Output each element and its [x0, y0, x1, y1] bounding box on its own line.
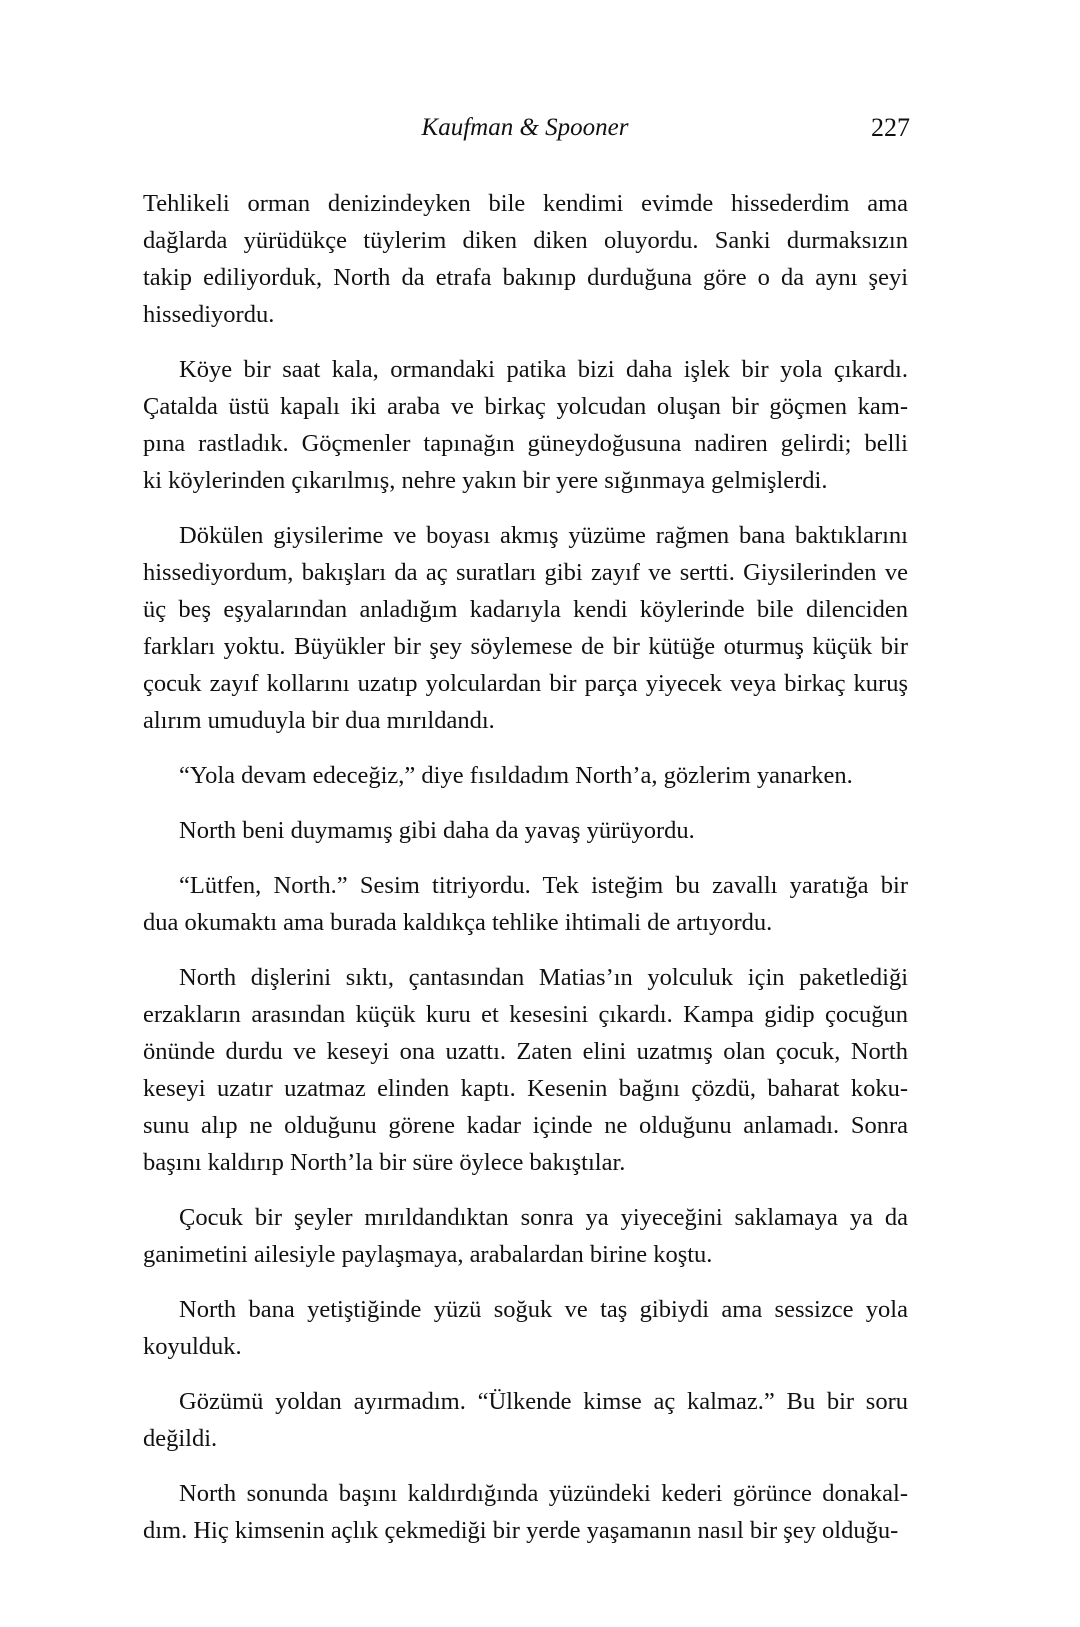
text-line: çocuk zayıf kollarını uzatıp yolculardan bir parça yiyecek veya birkaç kuruş — [143, 670, 908, 697]
text-line: değildi. — [143, 1425, 218, 1452]
text-line: Gözümü yoldan ayırmadım. “Ülkende kimse aç kalmaz.” Bu bir soru — [179, 1388, 908, 1415]
paragraph — [143, 812, 908, 849]
running-head — [140, 113, 910, 153]
page-number: 227 — [871, 113, 910, 142]
paragraph — [143, 959, 908, 1181]
paragraph — [143, 1199, 908, 1273]
paragraph — [143, 185, 908, 333]
text-line: sunu alıp ne olduğunu görene kadar içinde ne olduğunu anlamadı. Sonra — [143, 1112, 908, 1139]
text-line: pına rastladık. Göçmenler tapınağın güneydoğusuna nadiren gelirdi; belli — [143, 430, 908, 457]
text-line: dım. Hiç kimsenin açlık çekmediği bir yerde yaşamanın nasıl bir şey olduğu- — [143, 1517, 899, 1544]
text-line: başını kaldırıp North’la bir süre öylece bakıştılar. — [143, 1149, 626, 1176]
text-line: North dişlerini sıktı, çantasından Matias’ın yolculuk için paketlediği — [179, 964, 908, 991]
text-line: koyulduk. — [143, 1333, 242, 1360]
text-line: ganimetini ailesiyle paylaşmaya, arabalardan birine koştu. — [143, 1241, 713, 1268]
text-line: North sonunda başını kaldırdığında yüzündeki kederi görünce donakal- — [179, 1480, 908, 1507]
paragraph — [143, 1291, 908, 1365]
text-line: keseyi uzatır uzatmaz elinden kaptı. Kesenin bağını çözdü, baharat koku- — [143, 1075, 908, 1102]
text-line: Çatalda üstü kapalı iki araba ve birkaç yolcudan oluşan bir göçmen kam- — [143, 393, 908, 420]
paragraph — [143, 757, 908, 794]
text-line: Tehlikeli orman denizindeyken bile kendimi evimde hissederdim ama — [143, 190, 908, 217]
running-title: Kaufman & Spooner — [421, 114, 629, 141]
text-line: Köye bir saat kala, ormandaki patika bizi daha işlek bir yola çıkardı. — [179, 356, 908, 383]
text-line: Çocuk bir şeyler mırıldandıktan sonra ya yiyeceğini saklamaya ya da — [179, 1204, 908, 1231]
text-line: erzakların arasından küçük kuru et kesesini çıkardı. Kampa gidip çocuğun — [143, 1001, 908, 1028]
text-line: dağlarda yürüdükçe tüylerim diken diken oluyordu. Sanki durmaksızın — [143, 227, 908, 254]
text-line: takip ediliyorduk, North da etrafa bakınıp durduğuna göre o da aynı şeyi — [143, 264, 908, 291]
text-line: “Yola devam edeceğiz,” diye fısıldadım North’a, gözlerim yanarken. — [179, 762, 853, 789]
text-line: hissediyordu. — [143, 301, 275, 328]
text-line: ki köylerinden çıkarılmış, nehre yakın bir yere sığınmaya gelmişlerdi. — [143, 467, 828, 494]
text-line: dua okumaktı ama burada kaldıkça tehlike ihtimali de artıyordu. — [143, 909, 773, 936]
text-line: North beni duymamış gibi daha da yavaş yürüyordu. — [179, 817, 695, 844]
text-line: hissediyordum, bakışları da aç suratları gibi zayıf ve sertti. Giysilerinden ve — [143, 559, 908, 586]
text-line: üç beş eşyalarından anladığım kadarıyla kendi köylerinde bile dilenciden — [143, 596, 908, 623]
text-line: North bana yetiştiğinde yüzü soğuk ve taş gibiydi ama sessizce yola — [179, 1296, 908, 1323]
body-text — [143, 185, 908, 1567]
text-line: alırım umuduyla bir dua mırıldandı. — [143, 707, 495, 734]
paragraph — [143, 517, 908, 739]
text-line: Dökülen giysilerime ve boyası akmış yüzüme rağmen bana baktıklarını — [179, 522, 908, 549]
text-line: farkları yoktu. Büyükler bir şey söylemese de bir kütüğe oturmuş küçük bir — [143, 633, 908, 660]
paragraph — [143, 1475, 908, 1549]
paragraph — [143, 1383, 908, 1457]
paragraph — [143, 351, 908, 499]
text-line: önünde durdu ve keseyi ona uzattı. Zaten elini uzatmış olan çocuk, North — [143, 1038, 908, 1065]
text-line: “Lütfen, North.” Sesim titriyordu. Tek isteğim bu zavallı yaratığa bir — [179, 872, 908, 899]
paragraph — [143, 867, 908, 941]
